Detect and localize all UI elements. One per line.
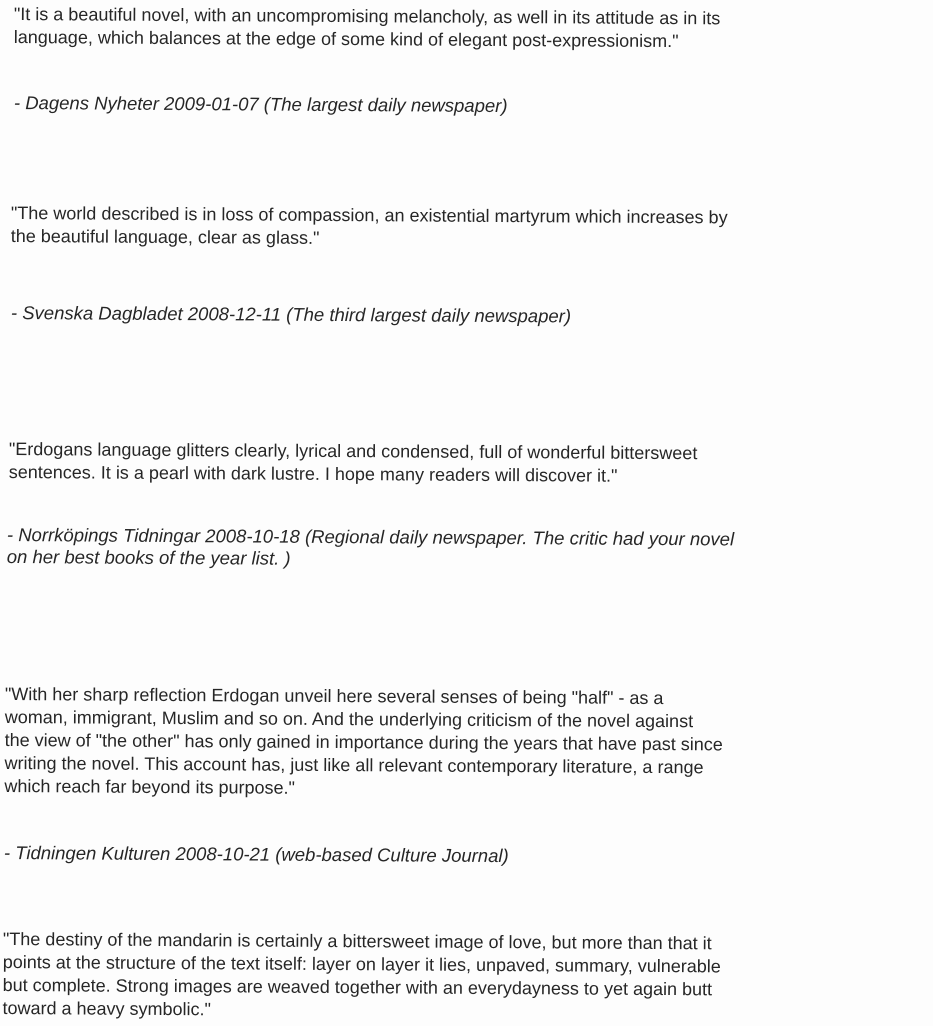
review-source-norrkopings-tidningar: - Norrköpings Tidningar 2008-10-18 (Regional daily newspaper. The critic had your novel on her best books of the year list. ) — [6, 524, 735, 569]
review-quote-norrkopings-tidningar: "Erdogans language glitters clearly, lyrical and condensed, full of wonderful bittersweet sentences. It is a pearl with dark lustre. I hope many readers will discover it." — [8, 438, 698, 486]
review-source-dagens-nyheter: - Dagens Nyheter 2009-01-07 (The largest daily newspaper) — [13, 92, 508, 117]
review-quote-dagens-nyheter: "It is a beautiful novel, with an uncompromising melancholy, as well in its attitude as in its language, which balances at the edge of some kind of elegant post-expressionism." — [13, 3, 721, 52]
review-quote-mandarin: "The destiny of the mandarin is certainly a bittersweet image of love, but more than that it points at the structure of the text itself: layer on layer it lies, unpaved, summary, vulnerable but complete. Strong images are weaved together with an everydayness to yet again butt toward a heavy symbolic." — [2, 929, 721, 1020]
review-quote-svenska-dagbladet: "The world described is in loss of compassion, an existential martyrum which increases by the beautiful language, clear as glass." — [10, 202, 728, 248]
review-source-svenska-dagbladet: - Svenska Dagbladet 2008-12-11 (The third largest daily newspaper) — [10, 302, 572, 327]
review-source-tidningen-kulturen: - Tidningen Kulturen 2008-10-21 (web-based Culture Journal) — [3, 842, 509, 867]
review-quote-tidningen-kulturen: "With her sharp reflection Erdogan unveil here several senses of being "half" - as a woman, immigrant, Muslim and so on. And the underlying criticism of the novel against the view of "the other" has only gained in importance during the years that have past since writing the novel. This account has, just like all relevant contemporary literature, a range which reach far beyond its purpose." — [4, 684, 723, 798]
